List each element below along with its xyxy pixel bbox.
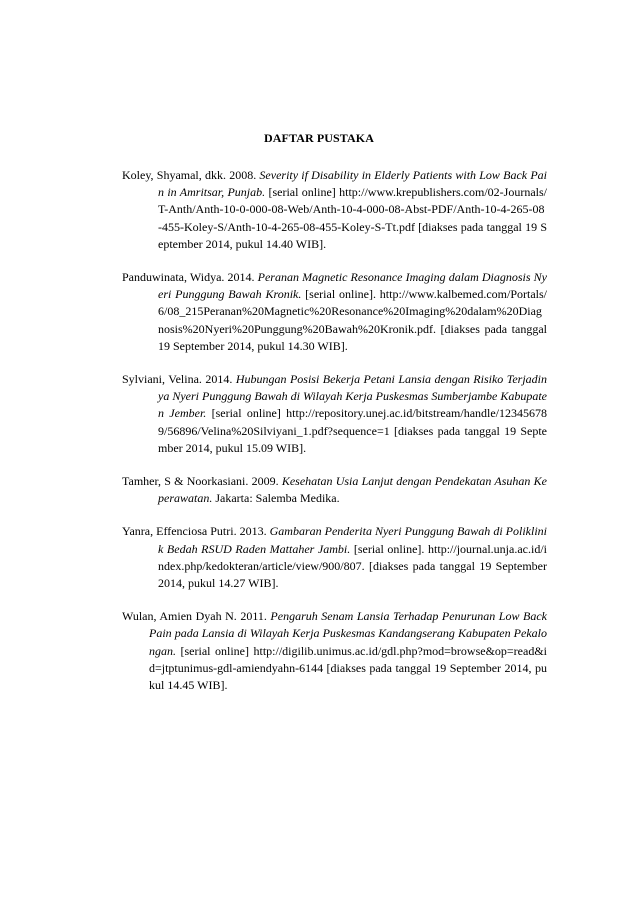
reference-title: Peranan Magnetic Resonance Imaging dalam Diagnosis Nyeri Punggung Bawah Kronik. — [158, 270, 547, 302]
reference-title: Hubungan Posisi Bekerja Petani Lansia dengan Risiko Terjadinya Nyeri Punggung Bawah di Wilayah Kerja Puskesmas Sumberjambe Kabupaten Jember. — [158, 372, 547, 421]
reference-author-year: Panduwinata, Widya. 2014. — [122, 270, 258, 285]
reference-title: Gambaran Penderita Nyeri Punggung Bawah di Poliklinik Bedah RSUD Raden Mattaher Jambi. — [158, 524, 548, 556]
page-title: DAFTAR PUSTAKA — [264, 131, 374, 145]
reference-source: [serial online] http://digilib.unimus.ac.id/gdl.php?mod=browse&op=read&id=jtptunimus-gdl-amiendyahn-6144 [diakses pada tanggal 19 September 2014, pukul 14.45 WIB]. — [149, 643, 547, 693]
reference-entry — [122, 167, 547, 253]
reference-author-year: Tamher, S & Noorkasiani. 2009. — [122, 474, 282, 489]
reference-author-year: Wulan, Amien Dyah N. 2011. — [122, 609, 271, 624]
reference-title: Kesehatan Usia Lanjut dengan Pendekatan Asuhan Keperawatan. — [158, 474, 547, 506]
reference-source: [serial online] http://www.krepublishers.com/02-Journals/T-Anth/Anth-10-0-000-08-Web/Anth-10-4-000-08-Abst-PDF/Anth-10-4-265-08-455-Koley-S/Anth-10-4-265-08-455-Koley-S-Tt.pdf [diakses pada tanggal 19 September 2014, pukul 14.40 WIB]. — [158, 185, 547, 251]
reference-source: Jakarta: Salemba Medika. — [212, 491, 340, 506]
reference-list — [122, 167, 547, 694]
reference-entry — [122, 523, 547, 592]
reference-title: Pengaruh Senam Lansia Terhadap Penurunan Low Back Pain pada Lansia di Wilayah Kerja Puskesmas Kandangserang Kabupaten Pekalongan. — [149, 609, 547, 658]
reference-source: [serial online] http://repository.unej.ac.id/bitstream/handle/123456789/56896/Velina%20Silviyani_1.pdf?sequence=1 [diakses pada tanggal 19 September 2014, pukul 15.09 WIB]. — [158, 406, 548, 455]
reference-entry — [122, 371, 547, 457]
reference-author-year: Koley, Shyamal, dkk. 2008. — [122, 168, 260, 182]
reference-author-year: Sylviani, Velina. 2014. — [122, 372, 236, 387]
reference-title: Severity if Disability in Elderly Patients with Low Back Pain in Amritsar, Punjab. — [158, 168, 548, 200]
reference-source: [serial online]. http://journal.unja.ac.id/index.php/kedokteran/article/view/900/807. [diakses pada tanggal 19 September 2014, pukul 14.27 WIB]. — [158, 541, 547, 591]
reference-source: [serial online]. http://www.kalbemed.com/Portals/6/08_215Peranan%20Magnetic%20Resonance%20Imaging%20dalam%20Diagnosis%20Nyeri%20Punggung%20Bawah%20Kronik.pdf. [diakses pada tanggal 19 September 2014, pukul 14.30 WIB]. — [158, 287, 547, 353]
reference-author-year: Yanra, Effenciosa Putri. 2013. — [122, 524, 270, 539]
reference-entry — [122, 608, 547, 694]
reference-entry — [122, 473, 547, 507]
reference-entry — [122, 269, 547, 355]
